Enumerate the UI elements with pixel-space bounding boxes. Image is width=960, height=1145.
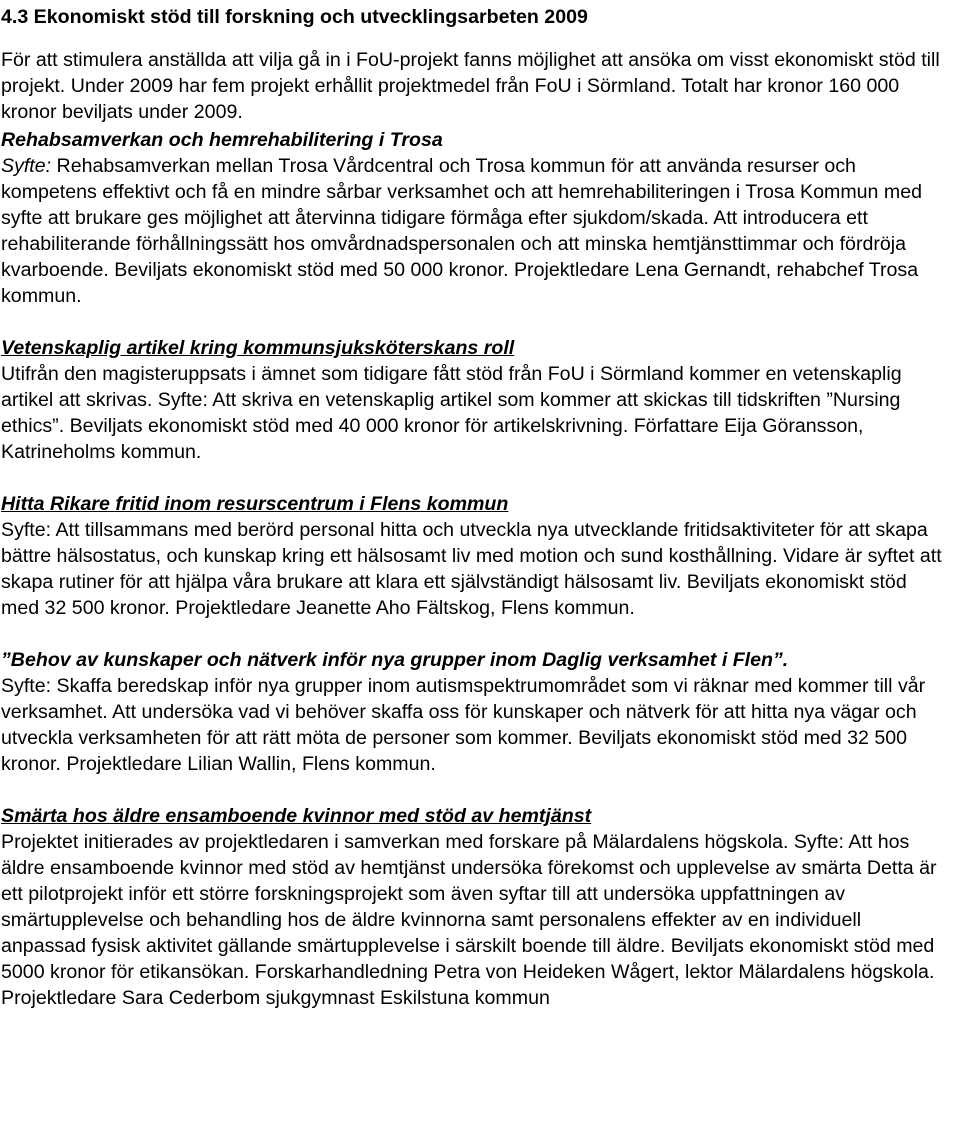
project-body: Utifrån den magisteruppsats i ämnet som tidigare fått stöd från FoU i Sörmland kommer en vetenskaplig artikel att skrivas. Syfte: Att skriva en vetenskaplig artikel som kommer att skickas till tidskriften ”Nursing ethics”. Beviljats ekonomiskt stöd med 40 000 kronor för artikelskrivning. Författare Eija Göransson, Katrineholms kommun. <box>1 363 902 463</box>
project-body: Syfte: Att tillsammans med berörd personal hitta och utveckla nya utvecklande fritidsaktiviteter för att skapa bättre hälsostatus, och kunskap kring ett hälsosamt liv med motion och sund kosthållning. Vidare är syftet att skapa rutiner för att hjälpa våra brukare att klara ett självständigt hälsosamt liv. Beviljats ekonomiskt stöd med 32 500 kronor. Projektledare Jeanette Aho Fältskog, Flens kommun. <box>1 519 942 619</box>
project-rehabsamverkan <box>1 127 949 309</box>
project-body: Syfte: Skaffa beredskap inför nya grupper inom autismspektrumområdet som vi räknar med kommer till vår verksamhet. Att undersöka vad vi behöver skaffa oss för kunskaper och nätverk för att hitta nya vägar och utveckla verksamheten för att rätt möta de personer som kommer. Beviljats ekonomiskt stöd med 32 500 kronor. Projektledare Lilian Wallin, Flens kommun. <box>1 675 926 775</box>
project-heading: ”Behov av kunskaper och nätverk inför nya grupper inom Daglig verksamhet i Flen”. <box>1 649 789 671</box>
project-heading: Hitta Rikare fritid inom resurscentrum i Flens kommun <box>1 493 509 515</box>
syfte-label: Syfte: <box>1 155 52 177</box>
intro-paragraph: För att stimulera anställda att vilja gå in i FoU-projekt fanns möjlighet att ansöka om visst ekonomiskt stöd till projekt. Under 2009 har fem projekt erhållit projektmedel från FoU i Sörmland. Totalt har kronor 160 000 kronor beviljats under 2009. <box>1 49 940 123</box>
section-title: 4.3 Ekonomiskt stöd till forskning och utvecklingsarbeten 2009 <box>1 6 588 28</box>
project-heading: Smärta hos äldre ensamboende kvinnor med stöd av hemtjänst <box>1 805 592 827</box>
project-heading: Vetenskaplig artikel kring kommunsjuksköterskans roll <box>1 337 515 359</box>
project-heading: Rehabsamverkan och hemrehabilitering i Trosa <box>1 129 443 151</box>
project-body: Projektet initierades av projektledaren i samverkan med forskare på Mälardalens högskola. Syfte: Att hos äldre ensamboende kvinnor med stöd av hemtjänst undersöka förekomst och upplevelse av smärta Detta är ett pilotprojekt inför ett större forskningsprojekt som även syftar till att undersöka uppfattningen av smärtupplevelse och behandling hos de äldre kvinnorna samt personalens effekter av en individuell anpassad fysisk aktivitet gällande smärtupplevelse i särskilt boende till äldre. Beviljats ekonomiskt stöd med 5000 kronor för etikansökan. Forskarhandledning Petra von Heideken Wågert, lektor Mälardalens högskola. Projektledare Sara Cederbom sjukgymnast Eskilstuna kommun <box>1 831 937 1009</box>
project-vetenskaplig-artikel <box>1 335 949 465</box>
project-smarta-hos-aldre <box>1 803 949 1011</box>
project-body-text: Rehabsamverkan mellan Trosa Vårdcentral och Trosa kommun för att använda resurser och kompetens effektivt och få en mindre sårbar verksamhet och att hemrehabiliteringen i Trosa Kommun med syfte att brukare ges möjlighet att återvinna tidigare förmåga efter sjukdom/skada. Att introducera ett rehabiliterande förhållningssätt hos omvårdnadspersonalen och att minska hemtjänsttimmar och fördröja kvarboende. Beviljats ekonomiskt stöd med 50 000 kronor. Projektledare Lena Gernandt, rehabchef Trosa kommun. <box>1 155 922 307</box>
project-hitta-rikare-fritid <box>1 491 949 621</box>
project-behov-av-kunskaper <box>1 647 949 777</box>
project-body <box>1 153 949 309</box>
